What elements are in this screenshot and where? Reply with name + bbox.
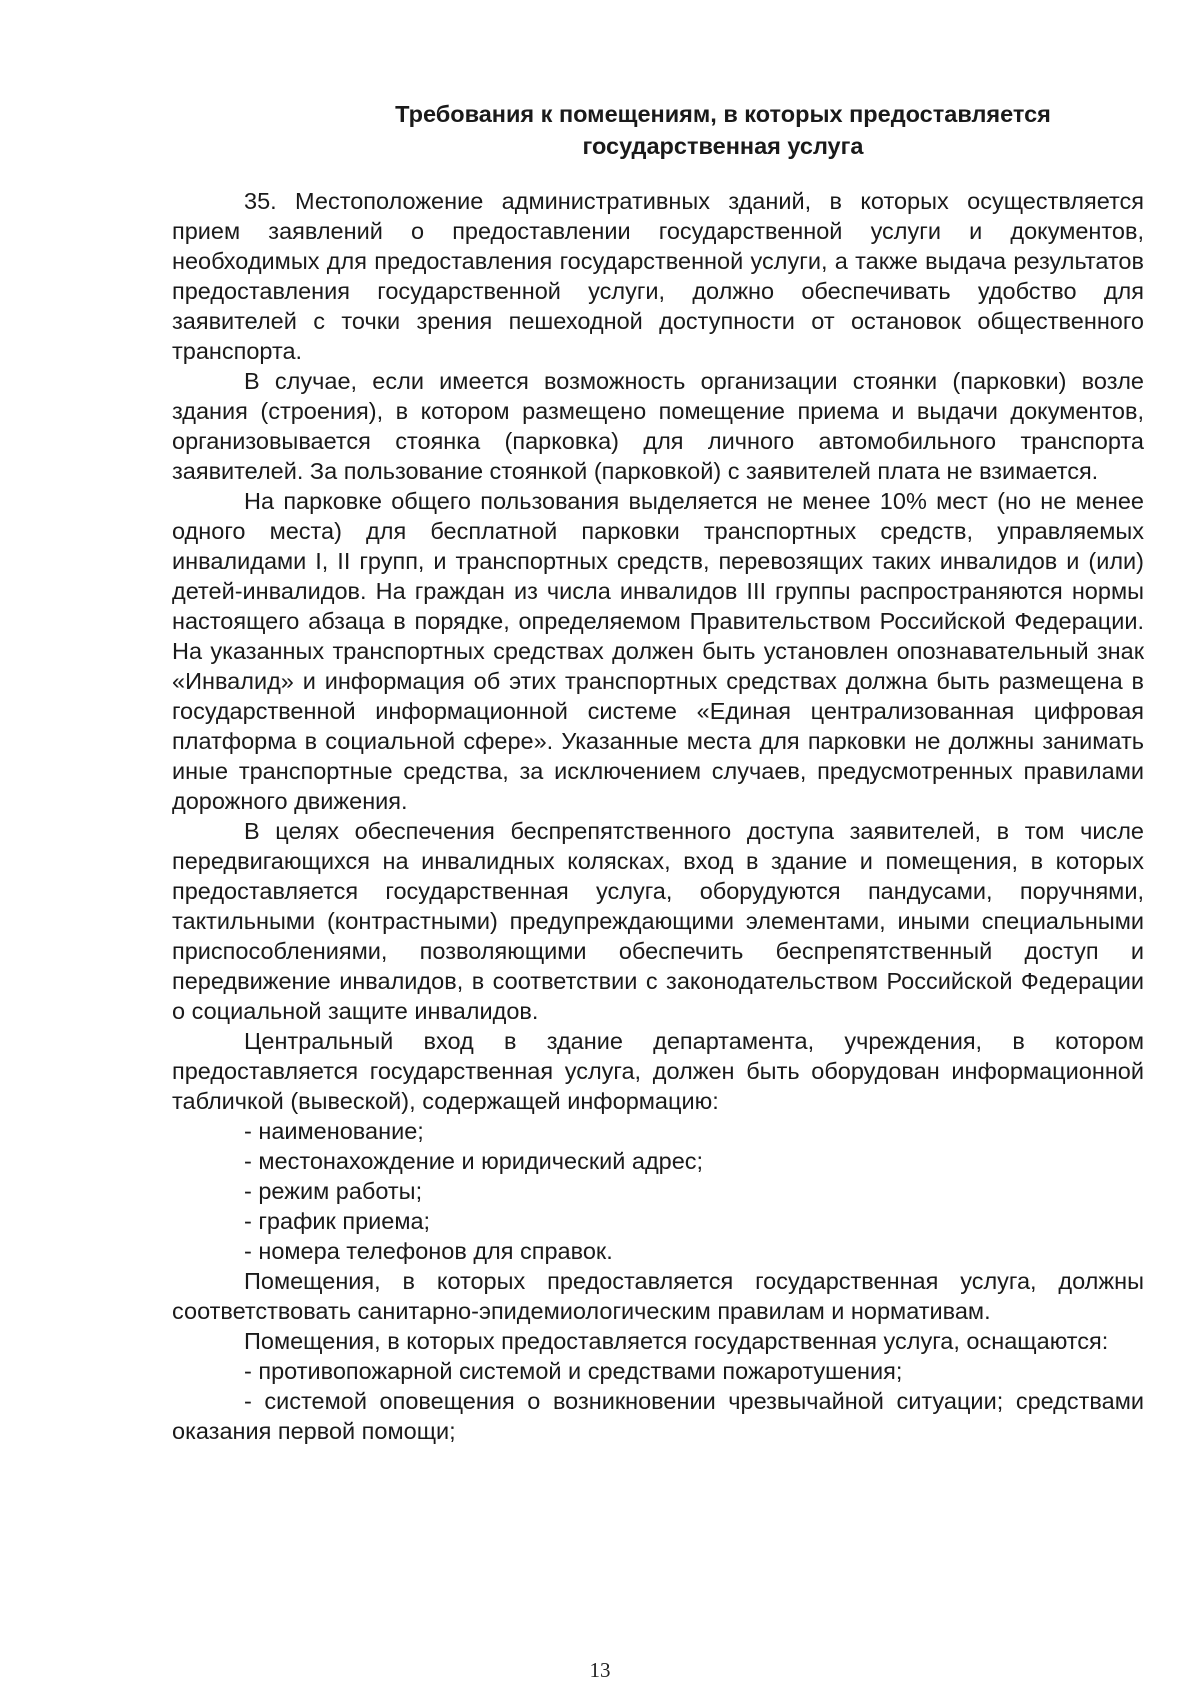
list-item: - наименование; xyxy=(244,1118,424,1144)
paragraph-accessibility: В целях обеспечения беспрепятственного доступа заявителей, в том числе передвигающихся на инвалидных колясках, вход в здание и помещения, в которых предоставляется государственная услуга, оборудуются пандусами, поручнями, тактильными (контрастными) предупреждающими элементами, иными специальными приспособлениями, позволяющими обеспечить беспрепятственный доступ и передвижение инвалидов, в соответствии с законодательством Российской Федерации о социальной защите инвалидов. xyxy=(172,818,1144,1024)
paragraph-35-location: 35. Местоположение административных зданий, в которых осуществляется прием заявлений о предоставлении государственной услуги и документов, необходимых для предоставления государственной услуги, а также выдача результатов предоставления государственной услуги, должно обеспечивать удобство для заявителей с точки зрения пешеходной доступности от остановок общественного транспорта. xyxy=(172,188,1144,364)
list-item: - системой оповещения о возникновении чрезвычайной ситуации; средствами оказания первой помощи; xyxy=(172,1388,1144,1444)
paragraph-disabled-parking: На парковке общего пользования выделяется не менее 10% мест (но не менее одного места) для бесплатной парковки транспортных средств, управляемых инвалидами I, II групп, и транспортных средств, перевозящих таких инвалидов и (или) детей-инвалидов. На граждан из числа инвалидов III группы распространяются нормы настоящего абзаца в порядке, определяемом Правительством Российской Федерации. На указанных транспортных средствах должен быть установлен опознавательный знак «Инвалид» и информация об этих транспортных средствах должна быть размещена в государственной информационной системе «Единая централизованная цифровая платформа в социальной сфере». Указанные места для парковки не должны занимать иные транспортные средства, за исключением случаев, предусмотренных правилами дорожного движения. xyxy=(172,488,1144,814)
paragraph-parking: В случае, если имеется возможность организации стоянки (парковки) возле здания (строения), в котором размещено помещение приема и выдачи документов, организовывается стоянка (парковка) для личного автомобильного транспорта заявителей. За пользование стоянкой (парковкой) с заявителей плата не взимается. xyxy=(172,368,1144,484)
section-title-line-1: Требования к помещениям, в которых предоставляется xyxy=(395,101,1051,127)
page-number: 13 xyxy=(589,1658,611,1682)
section-title-line-2: государственная услуга xyxy=(582,133,864,159)
list-item: - график приема; xyxy=(244,1208,431,1234)
list-item: - противопожарной системой и средствами пожаротушения; xyxy=(244,1358,903,1384)
list-item: - режим работы; xyxy=(244,1178,423,1204)
section-title xyxy=(172,98,1144,162)
paragraph-entrance-sign: Центральный вход в здание департамента, учреждения, в котором предоставляется государственная услуга, должен быть оборудован информационной табличкой (вывеской), содержащей информацию: xyxy=(172,1028,1144,1114)
list-item: - номера телефонов для справок. xyxy=(244,1238,613,1264)
list-item: - местонахождение и юридический адрес; xyxy=(244,1148,704,1174)
page-content xyxy=(172,98,1144,1446)
paragraph-sanitary: Помещения, в которых предоставляется государственная услуга, должны соответствовать санитарно-эпидемиологическим правилам и нормативам. xyxy=(172,1268,1144,1324)
paragraph-equipment: Помещения, в которых предоставляется государственная услуга, оснащаются: xyxy=(244,1328,1109,1354)
